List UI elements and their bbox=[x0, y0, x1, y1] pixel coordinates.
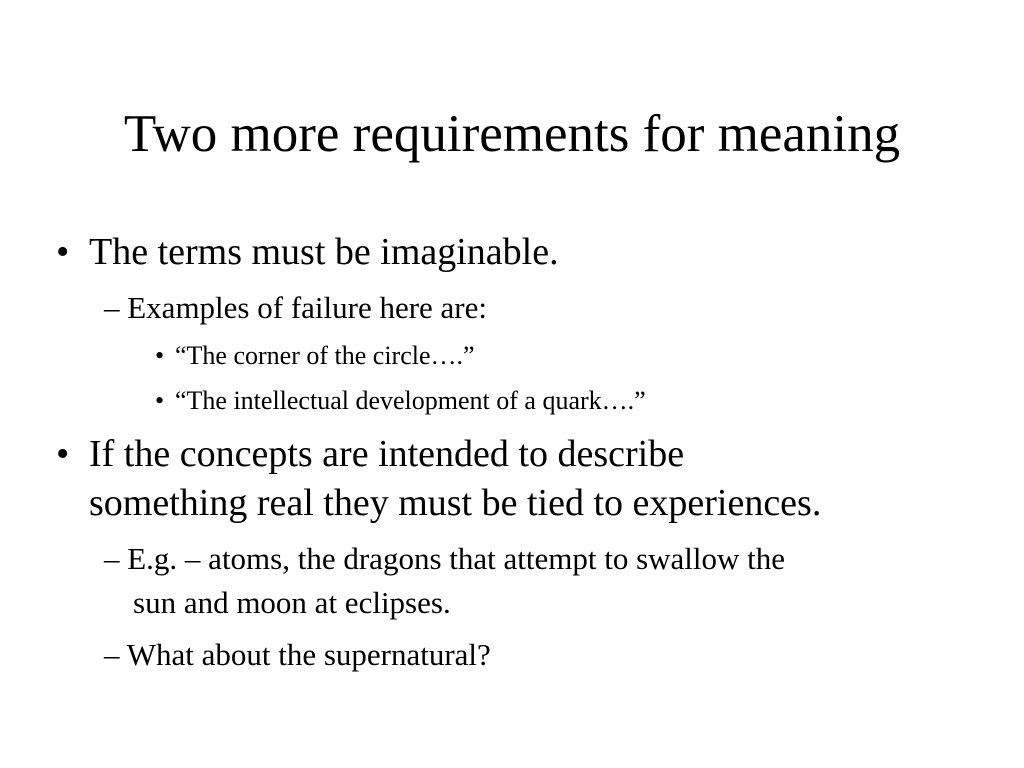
sub-item-continuation bbox=[133, 581, 451, 625]
bullet-item-continuation bbox=[89, 480, 821, 526]
sub-item bbox=[104, 286, 487, 330]
bullet-marker: • bbox=[155, 341, 165, 370]
slide-title: Two more requirements for meaning bbox=[123, 105, 901, 163]
dash-marker: – bbox=[104, 541, 120, 576]
sub-item-text: Examples of failure here are: bbox=[127, 290, 488, 325]
bullet-marker: • bbox=[56, 433, 70, 475]
bullet-marker: • bbox=[155, 386, 165, 415]
dash-marker: – bbox=[104, 637, 120, 672]
nested-bullet-item bbox=[155, 339, 475, 373]
bullet-marker: • bbox=[56, 231, 70, 273]
nested-bullet-text: “The intellectual development of a quark….” bbox=[175, 386, 646, 415]
bullet-item bbox=[56, 229, 559, 275]
sub-item bbox=[104, 633, 491, 677]
bullet-text-line2: something real they must be tied to experiences. bbox=[89, 482, 822, 524]
sub-item-text: What about the supernatural? bbox=[126, 637, 491, 672]
bullet-text: The terms must be imaginable. bbox=[89, 231, 559, 273]
sub-item-text-line2: sun and moon at eclipses. bbox=[133, 585, 451, 620]
nested-bullet-item bbox=[155, 384, 646, 418]
bullet-item bbox=[56, 431, 685, 477]
nested-bullet-text: “The corner of the circle….” bbox=[175, 341, 475, 370]
dash-marker: – bbox=[104, 290, 120, 325]
sub-item bbox=[104, 537, 785, 581]
bullet-text-line1: If the concepts are intended to describe bbox=[89, 433, 685, 475]
sub-item-text-line1: E.g. – atoms, the dragons that attempt to swallow the bbox=[127, 541, 786, 576]
